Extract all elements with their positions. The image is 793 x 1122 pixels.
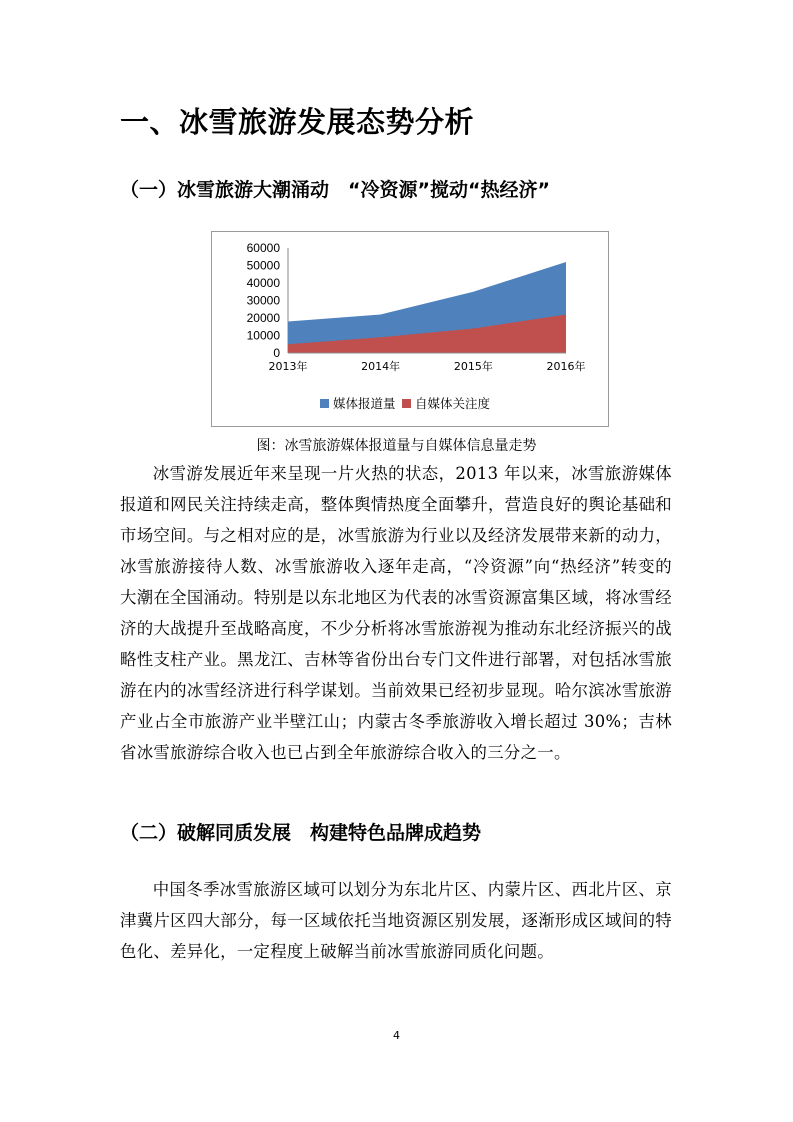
legend-label-2: 自媒体关注度 — [415, 396, 491, 411]
body-paragraph-1: 冰雪游发展近年来呈现一片火热的状态，2013 年以来，冰雪旅游媒体报道和网民关注持续走高，整体舆情热度全面攀升，营造良好的舆论基础和市场空间。与之相对应的是，冰雪旅游为行业以及经济发展带来新的动力，冰雪旅游接待人数、冰雪旅游收入逐年走高，“冷资源”向“热经济”转变的大潮在全国涌动。特别是以东北地区为代表的冰雪资源富集区域，将冰雪经济的大战提升至战略高度，不少分析将冰雪旅游视为推动东北经济振兴的战略性支柱产业。黑龙江、吉林等省份出台专门文件进行部署，对包括冰雪旅游在内的冰雪经济进行科学谋划。当前效果已经初步显现。哈尔滨冰雪旅游产业占全市旅游产业半壁江山；内蒙古冬季旅游收入增长超过 30%；吉林省冰雪旅游综合收入也已占到全年旅游综合收入的三分之一。 — [120, 464, 672, 762]
legend-label-1: 媒体报道量 — [333, 396, 396, 411]
legend-swatch-1 — [320, 399, 329, 408]
section-heading-1: （一）冰雪旅游大潮涌动 “冷资源”搅动“热经济” — [120, 179, 550, 201]
x-tick-label: 2016年 — [546, 360, 586, 373]
page-number: 4 — [393, 1029, 400, 1042]
chart-frame — [211, 231, 609, 427]
y-tick-label: 50000 — [246, 258, 280, 273]
y-tick-label: 40000 — [246, 276, 280, 290]
x-tick-label: 2013年 — [268, 360, 308, 373]
x-tick-label: 2015年 — [453, 360, 493, 373]
section-heading-2: （二）破解同质发展 构建特色品牌成趋势 — [120, 822, 482, 844]
y-tick-label: 20000 — [246, 311, 280, 325]
y-tick-label: 0 — [273, 346, 280, 360]
y-tick-label: 60000 — [246, 241, 280, 255]
area-chart — [212, 232, 610, 428]
y-tick-label: 30000 — [246, 293, 280, 308]
y-tick-label: 10000 — [246, 328, 280, 343]
figure-caption: 图：冰雪旅游媒体报道量与自媒体信息量走势 — [256, 438, 537, 454]
legend-swatch-2 — [402, 399, 411, 408]
page-heading: 一、冰雪旅游发展态势分析 — [120, 105, 475, 139]
body-paragraph-2: 中国冬季冰雪旅游区域可以划分为东北片区、内蒙片区、西北片区、京津冀片区四大部分，每一区域依托当地资源区别发展，逐渐形成区域间的特色化、差异化，一定程度上破解当前冰雪旅游同质化问题。 — [120, 880, 672, 961]
x-tick-label: 2014年 — [361, 360, 401, 373]
